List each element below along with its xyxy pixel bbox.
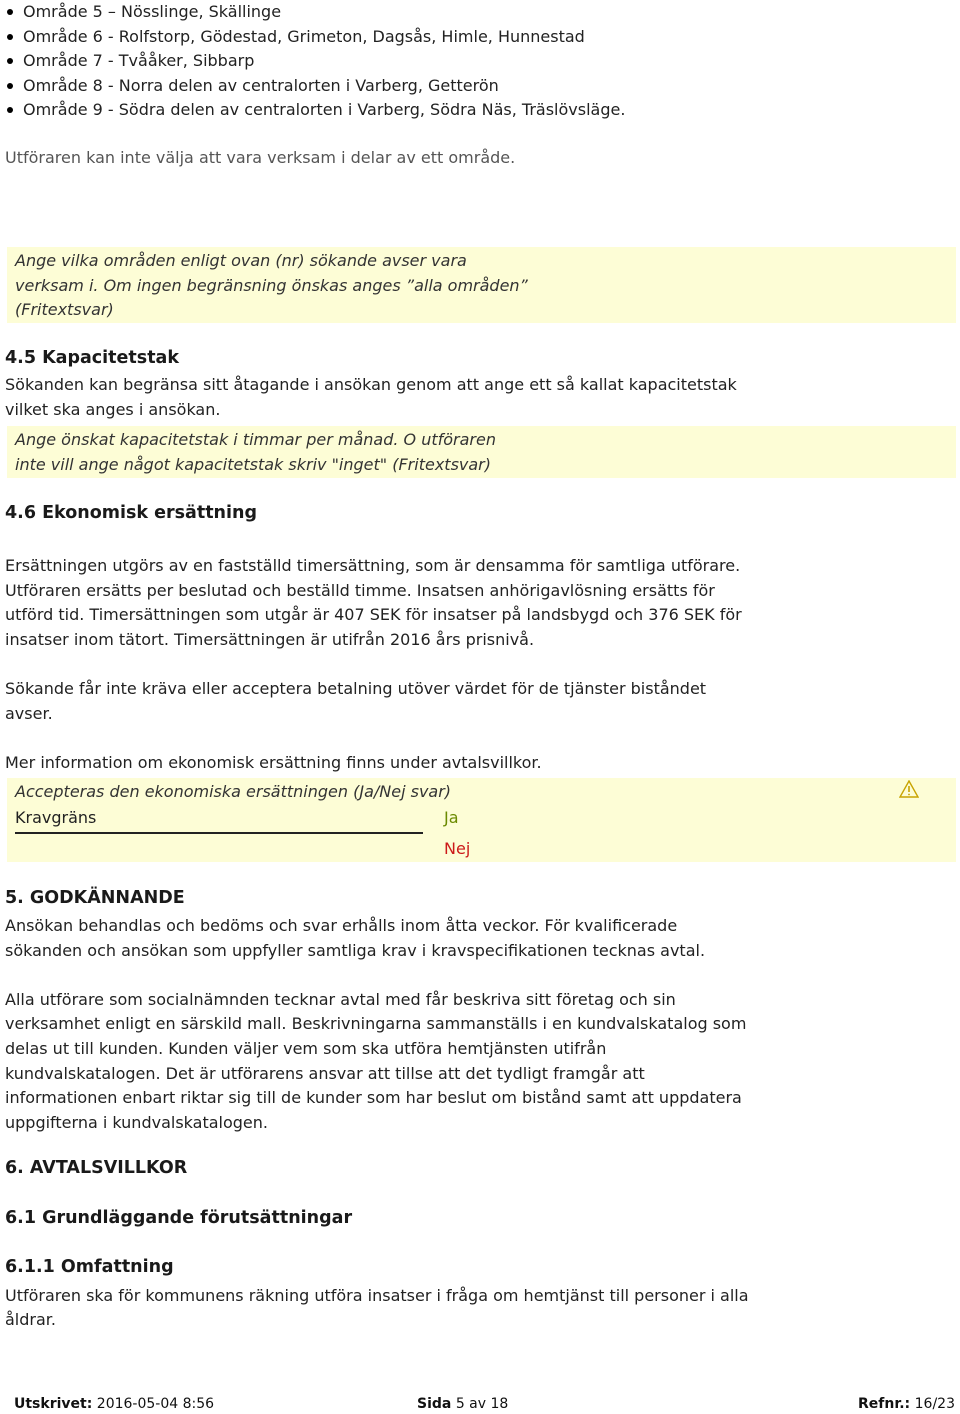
- paragraph-line: Ersättningen utgörs av en fastställd timersättning, som är densamma för samtliga utförare.: [5, 556, 741, 575]
- paragraph-line: Utföraren ska för kommunens räkning utföra insatser i fråga om hemtjänst till personer i alla: [5, 1286, 749, 1305]
- question-text-line: Ange vilka områden enligt ovan (nr) sökande avser vara: [15, 251, 467, 270]
- paragraph-line: Alla utförare som socialnämnden tecknar avtal med får beskriva sitt företag och sin: [5, 990, 676, 1009]
- question-text-line: verksam i. Om ingen begränsning önskas anges ”alla områden”: [15, 276, 528, 295]
- section-heading-6: 6. AVTALSVILLKOR: [5, 1158, 188, 1178]
- paragraph-line: delas ut till kunden. Kunden väljer vem som ska utföra hemtjänsten utifrån: [5, 1039, 607, 1058]
- footer-ref-value: 16/23: [914, 1396, 955, 1412]
- paragraph-line: kundvalskatalogen. Det är utförarens ansvar att tillse att det tydligt framgår att: [5, 1064, 645, 1083]
- list-item: Område 5 – Nösslinge, Skällinge: [5, 0, 625, 25]
- footer-printed: [14, 1396, 214, 1412]
- footer-ref: [858, 1396, 955, 1412]
- section-heading-6-1-1: 6.1.1 Omfattning: [5, 1257, 174, 1277]
- section-heading-4-6: 4.6 Ekonomisk ersättning: [5, 503, 257, 523]
- paragraph-line: utförd tid. Timersättningen som utgår är 407 SEK för insatser på landsbygd och 376 SEK för: [5, 605, 742, 624]
- footer-page-label: Sida: [417, 1396, 452, 1412]
- paragraph-line: Ansökan behandlas och bedöms och svar erhålls inom åtta veckor. För kvalificerade: [5, 916, 678, 935]
- paragraph-line: uppgifterna i kundvalskatalogen.: [5, 1113, 268, 1132]
- question-text-line: inte vill ange något kapacitetstak skriv "inget" (Fritextsvar): [15, 455, 491, 474]
- paragraph-line: vilket ska anges i ansökan.: [5, 400, 221, 419]
- section-heading-5: 5. GODKÄNNANDE: [5, 888, 185, 908]
- paragraph-line: insatser inom tätort. Timersättningen är utifrån 2016 års prisnivå.: [5, 630, 535, 649]
- paragraph-line: Sökanden kan begränsa sitt åtagande i ansökan genom att ange ett så kallat kapacitetstak: [5, 375, 737, 394]
- question-box-areas: [7, 247, 956, 323]
- requirement-label: Kravgräns: [15, 808, 97, 827]
- question-text-line: (Fritextsvar): [15, 300, 114, 319]
- question-text-line: Ange önskat kapacitetstak i timmar per månad. O utföraren: [15, 430, 496, 449]
- paragraph-line: åldrar.: [5, 1310, 56, 1329]
- question-box-compensation: [7, 778, 956, 862]
- area-note: Utföraren kan inte välja att vara verksam i delar av ett område.: [5, 148, 516, 167]
- option-yes[interactable]: Ja: [444, 808, 459, 827]
- footer-page-value: 5 av 18: [455, 1396, 509, 1412]
- list-item: Område 6 - Rolfstorp, Gödestad, Grimeton, Dagsås, Himle, Hunnestad: [5, 25, 625, 50]
- footer-page: [417, 1396, 508, 1412]
- paragraph-line: avser.: [5, 704, 53, 723]
- footer-printed-value: 2016-05-04 8:56: [96, 1396, 215, 1412]
- question-text: Accepteras den ekonomiska ersättningen (Ja/Nej svar): [15, 782, 452, 801]
- paragraph-line: Mer information om ekonomisk ersättning finns under avtalsvillkor.: [5, 753, 542, 772]
- list-item: Område 8 - Norra delen av centralorten i Varberg, Getterön: [5, 74, 625, 99]
- warning-triangle-icon: [899, 780, 919, 802]
- paragraph-line: sökanden och ansökan som uppfyller samtliga krav i kravspecifikationen tecknas avtal.: [5, 941, 706, 960]
- section-heading-6-1: 6.1 Grundläggande förutsättningar: [5, 1208, 353, 1228]
- section-heading-4-5: 4.5 Kapacitetstak: [5, 348, 180, 368]
- question-box-capacity: [7, 426, 956, 478]
- footer-printed-label: Utskrivet:: [14, 1396, 93, 1412]
- footer-ref-label: Refnr.:: [858, 1396, 911, 1412]
- list-item: Område 7 - Tvååker, Sibbarp: [5, 49, 625, 74]
- area-list: [5, 0, 625, 123]
- paragraph-line: verksamhet enligt en särskild mall. Beskrivningarna sammanställs i en kundvalskatalog som: [5, 1014, 747, 1033]
- paragraph-line: Sökande får inte kräva eller acceptera betalning utöver värdet för de tjänster biståndet: [5, 679, 707, 698]
- paragraph-line: informationen enbart riktar sig till de kunder som har beslut om bistånd samt att uppdatera: [5, 1088, 742, 1107]
- list-item: Område 9 - Södra delen av centralorten i Varberg, Södra Näs, Träslövsläge.: [5, 98, 625, 123]
- option-no[interactable]: Nej: [444, 839, 471, 858]
- requirement-underline: [15, 832, 423, 834]
- paragraph-line: Utföraren ersätts per beslutad och beställd timme. Insatsen anhörigavlösning ersätts för: [5, 581, 715, 600]
